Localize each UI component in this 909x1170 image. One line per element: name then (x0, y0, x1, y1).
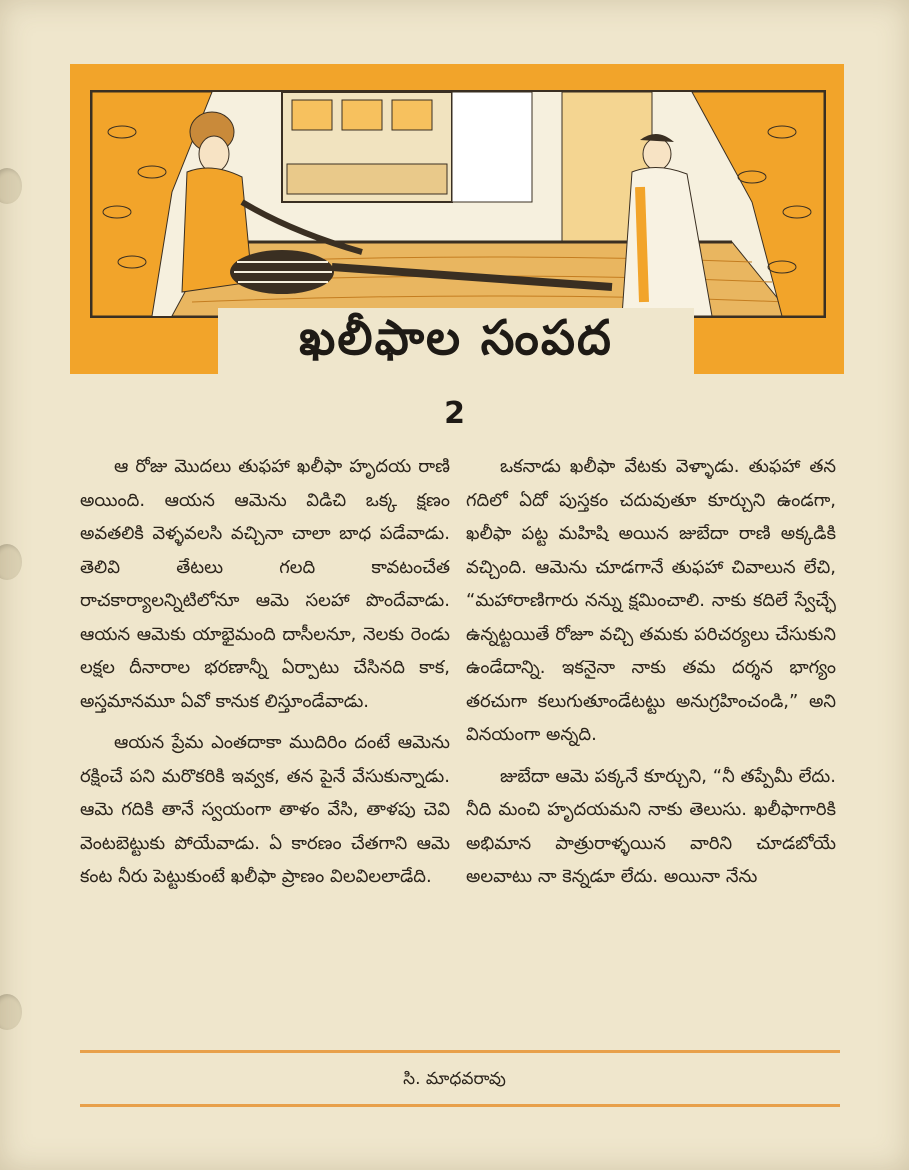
palace-scene-illustration (92, 92, 824, 316)
divider-rule (80, 1050, 840, 1053)
title-banner (70, 64, 844, 374)
right-column (466, 450, 836, 902)
story-title: ఖలీఫాల సంపద (299, 310, 613, 366)
binding-hole (0, 544, 22, 580)
author-credit: సి. మాధవరావు (403, 1069, 506, 1089)
binding-hole (0, 994, 22, 1030)
paragraph: జుబేదా ఆమె పక్కనే కూర్చుని, “నీ తప్పేమీ లేదు. నీది మంచి హృదయమని నాకు తెలుసు. ఖలీఫాగారికి అభిమాన పాత్రురాళ్ళయిన వారిని చూడబోయే అలవాటు నా కెన్నడూ లేదు. అయినా నేను (466, 765, 836, 887)
part-number: 2 (444, 396, 465, 431)
paragraph: ఆయన ప్రేమ ఎంతదాకా ముదిరిం దంటే ఆమెను రక్షించే పని మరొకరికి ఇవ్వక, తన పైనే వేసుకున్నాడు. ఆమె గదికి తానే స్వయంగా తాళం వేసి, తాళపు చెవి వెంటబెట్టుకు పోయేవాడు. ఏ కారణం చేతగాని ఆమె కంట నీరు పెట్టుకుంటే ఖలీఫా ప్రాణం విలవిలలాడేది. (80, 732, 450, 887)
binding-hole (0, 168, 22, 204)
story-illustration (90, 90, 826, 318)
left-column (80, 450, 450, 902)
divider-rule (80, 1104, 840, 1107)
paragraph: ఆ రోజు మొదలు తుఫహా ఖలీఫా హృదయ రాణి అయింది. ఆయన ఆమెను విడిచి ఒక్క క్షణం అవతలికి వెళ్ళవలసి వచ్చినా చాలా బాధ పడేవాడు. తెలివి తేటలు గలది కావటంచేత రాచకార్యాలన్నిటిలోనూ ఆమె సలహా పొందేవాడు. ఆయన ఆమెకు యాభైమంది దాసీలనూ, నెలకు రెండు లక్షల దీనారాల భరణాన్నీ ఏర్పాటు చేసినది కాక, అస్తమానమూ ఏవో కానుక లిస్తూండేవాడు. (80, 456, 450, 712)
paragraph: ఒకనాడు ఖలీఫా వేటకు వెళ్ళాడు. తుఫహా తన గదిలో ఏదో పుస్తకం చదువుతూ కూర్చుని ఉండగా, ఖలీఫా పట్ట మహిషి అయిన జుబేదా రాణి అక్కడికి వచ్చింది. ఆమెను చూడగానే తుఫహా చివాలున లేచి, “మహారాణిగారు నన్ను క్షమించాలి. నాకు కదిలే స్వేచ్ఛే ఉన్నట్టయితే రోజూ వచ్చి తమకు పరిచర్యలు చేసుకుని ఉండేదాన్ని. ఇకనైనా నాకు తమ దర్శన భాగ్యం తరచుగా కలుగుతూండేటట్టు అనుగ్రహించండి,” అని వినయంగా అన్నది. (466, 456, 836, 745)
title-box (218, 308, 694, 374)
